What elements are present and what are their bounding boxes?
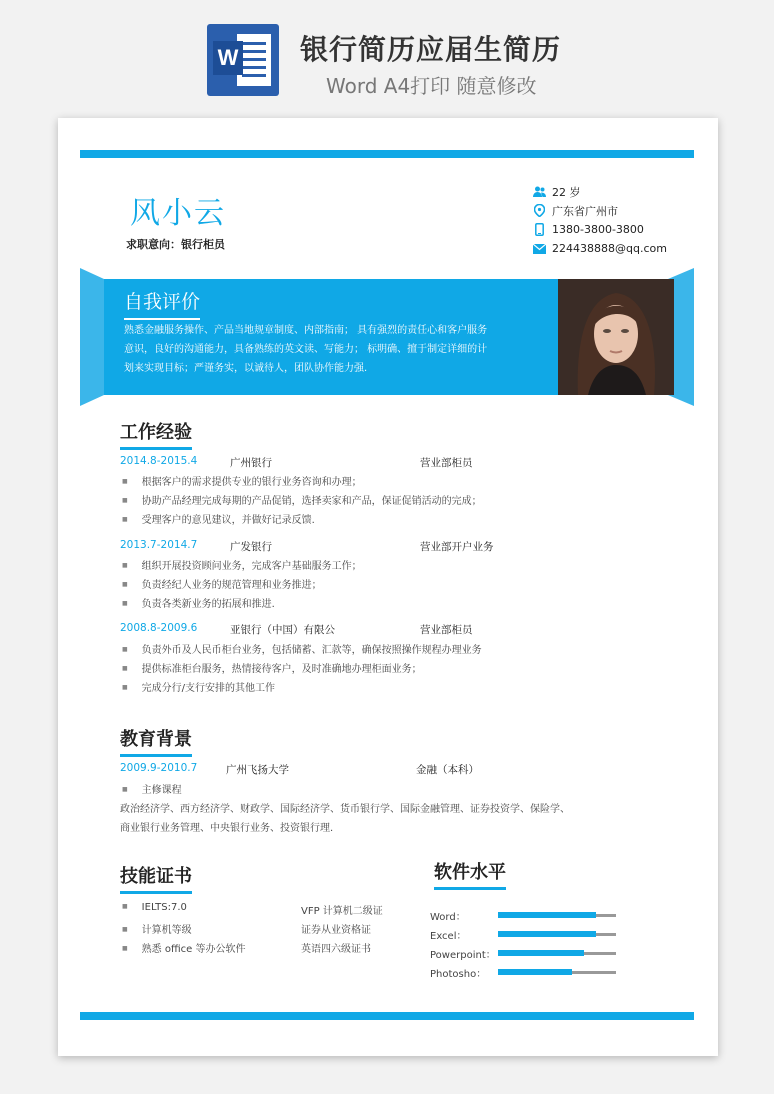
software-row: Excel： [430, 927, 620, 941]
list-item: 英语四六级证书 [301, 944, 371, 955]
skills-section-title: 技能证书 [120, 862, 192, 894]
bottom-accent-bar [80, 1012, 694, 1020]
list-item: VFP 计算机二级证 [301, 906, 383, 917]
list-item: ■ 完成分行/支行安排的其他工作 [122, 679, 275, 694]
word-logo-icon [207, 24, 279, 96]
self-evaluation-band [80, 268, 694, 406]
list-item: ■ 受理客户的意见建议，并做好记录反馈. [122, 511, 315, 526]
software-row: Powerpoint： [430, 946, 620, 960]
course-list: 商业银行业务管理、中央银行业务、投资银行理. [120, 823, 334, 834]
location-pin-icon [532, 204, 546, 218]
list-item: 证券从业资格证 [301, 925, 371, 936]
contact-age: 22 岁 [532, 182, 667, 201]
self-evaluation-panel [104, 279, 668, 395]
skill-level-bar [498, 914, 616, 917]
band-left-fold [80, 268, 104, 406]
candidate-name: 风小云 [130, 196, 226, 231]
list-item: ■ 熟悉 office 等办公软件 [122, 940, 245, 955]
skill-level-bar [498, 933, 616, 936]
resume-page: 风小云 求职意向：银行柜员 22 岁 广东省广州市 1380-3800-3800 224438888@qq.com 自我评价 熟悉金融服务操作、产品当地规章制度、内部指南； 具有强烈的责任心和客户服务 意识，良好的沟通能力，具备熟练的英文读、写能力； 标明确、擅于制定详细的计 划来实现目标；严谨务实，以诚待人，团队协作能力强. 工作经验 2014.8-2015.4 广州银行 营业部柜员 ■ 根据客户的需求提供专业的银行业务咨询和办理； ■ 协助产品经理完成每期的产品促销，选择卖家和产品，保证促销活动的完成； ■ 受理客户的意见建议，并做好记录反馈. 2013.7-2014.7 广发银行 营业部开户业务 ■ 组织开展投资顾问业务，完成客户基础服务工作； ■ 负责经纪人业务的规范管理和业务推进； ■ 负责各类新业务的拓展和推进. 2008.8-2009.6 亚银行（中国）有限公 营业部柜员 ■ 负责外币及人民币柜台业务，包括储蓄、汇款等，确保按照操作规程办理业务 ■ 提供标准柜台服务，热情接待客户，及时准确地办理柜面业务； ■ 完成分行/支行安排的其他工作 教育背景 2009.9-2010.7 广州飞扬大学 金融（本科） ■ 主修课程 政治经济学、西方经济学、财政学、国际经济学、货币银行学、国际金融管理、证券投资学、保险学、 商业银行业务管理、中央银行业务、投资银行理. 技能证书 ■ IELTS:7.0 ■ 计算机等级 ■ 熟悉 office 等办公软件 VFP 计算机二级证 证券从业资格证 英语四六级证书 软件水平 Word： Excel： Powerpoint： Photosho： [58, 118, 718, 1056]
skill-level-bar [498, 971, 616, 974]
contact-location: 广东省广州市 [532, 201, 667, 220]
list-item: ■ 协助产品经理完成每期的产品促销，选择卖家和产品，保证促销活动的完成； [122, 492, 482, 507]
envelope-icon [532, 242, 546, 256]
list-item: ■ 主修课程 [122, 781, 182, 796]
list-item: ■ 负责各类新业务的拓展和推进. [122, 595, 275, 610]
list-item: ■ 根据客户的需求提供专业的银行业务咨询和办理； [122, 473, 362, 488]
software-row: Word： [430, 908, 620, 922]
list-item: ■ 提供标准柜台服务，热情接待客户，及时准确地办理柜面业务； [122, 660, 422, 675]
software-row: Photosho： [430, 965, 620, 979]
self-evaluation-text: 熟悉金融服务操作、产品当地规章制度、内部指南； 具有强烈的责任心和客户服务 意识，良好的沟通能力，具备熟练的英文读、写能力； 标明确、擅于制定详细的计 划来实现目标；严谨务实，以诚待人，团队协作能力强. [124, 325, 488, 374]
contact-info [532, 182, 667, 258]
phone-icon [532, 223, 546, 237]
course-list: 政治经济学、西方经济学、财政学、国际经济学、货币银行学、国际金融管理、证券投资学、保险学、 [120, 804, 570, 815]
profile-photo [558, 279, 674, 395]
list-item: ■ 组织开展投资顾问业务，完成客户基础服务工作； [122, 557, 362, 572]
list-item: ■ 负责外币及人民币柜台业务，包括储蓄、汇款等，确保按照操作规程办理业务 [122, 641, 482, 656]
list-item: ■ 计算机等级 [122, 921, 192, 936]
page-subtitle: Word A4打印 随意修改 [326, 74, 537, 98]
logo-letter: W [213, 41, 243, 75]
top-accent-bar [80, 150, 694, 158]
skill-level-bar [498, 952, 616, 955]
self-evaluation-title: 自我评价 [124, 287, 200, 320]
education-section-title: 教育背景 [120, 725, 192, 757]
list-item: ■ 负责经纪人业务的规范管理和业务推进； [122, 576, 322, 591]
work-section-title: 工作经验 [120, 418, 192, 450]
contact-email: 224438888@qq.com [532, 239, 667, 258]
job-objective: 求职意向：银行柜员 [126, 238, 225, 251]
people-icon [532, 185, 546, 199]
contact-phone: 1380-3800-3800 [532, 220, 667, 239]
list-item: ■ IELTS:7.0 [122, 902, 187, 913]
software-section-title: 软件水平 [434, 858, 506, 890]
page-title: 银行简历应届生简历 [300, 33, 562, 66]
